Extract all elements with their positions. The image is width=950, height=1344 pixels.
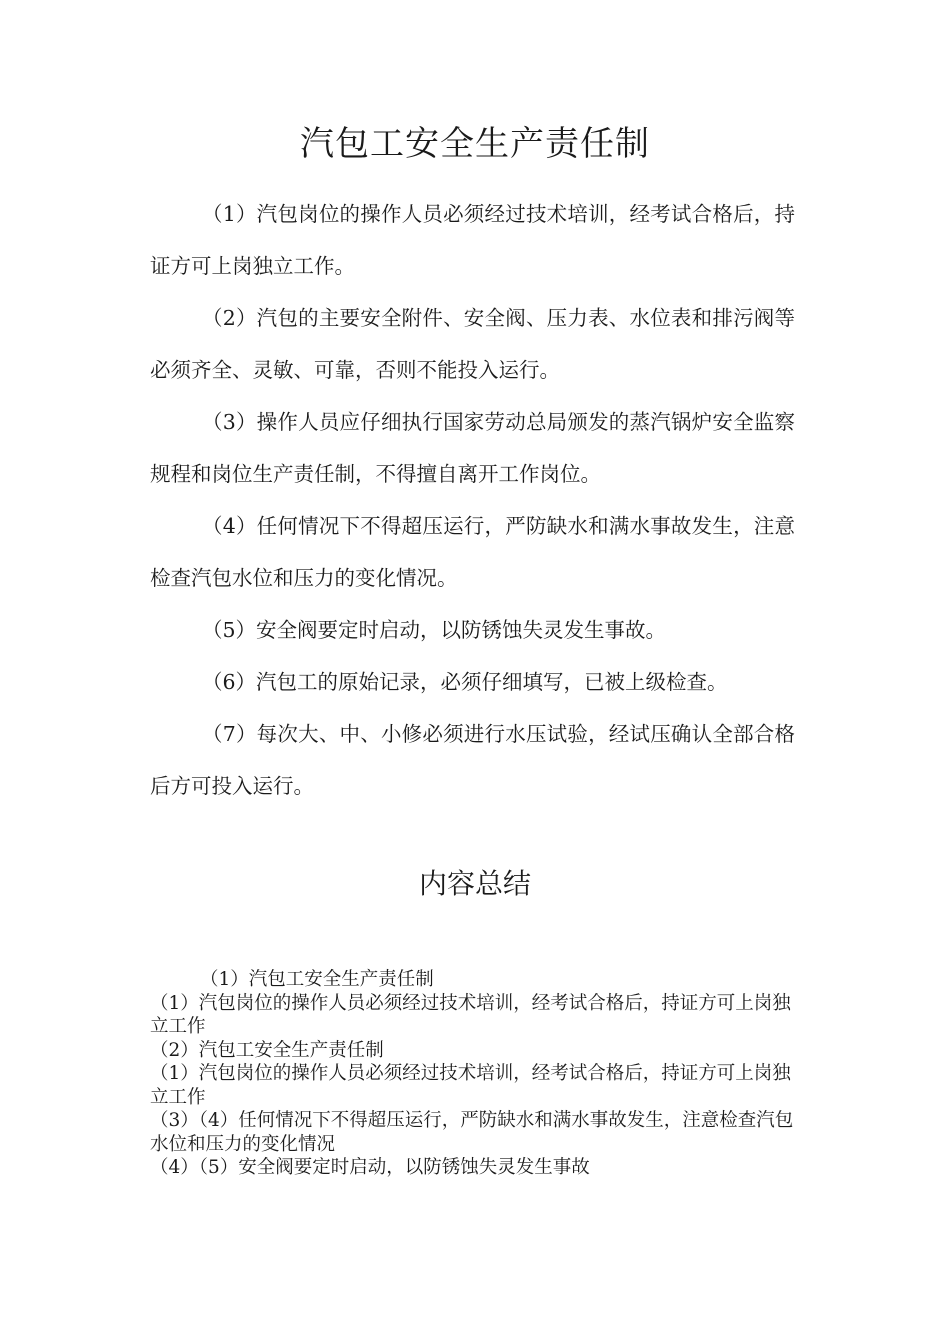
summary-line-2: （1）汽包岗位的操作人员必须经过技术培训，经考试合格后，持证方可上岗独立工作 <box>150 992 791 1037</box>
paragraph-4: （4）任何情况下不得超压运行，严防缺水和满水事故发生，注意检查汽包水位和压力的变化情况。 <box>150 514 795 590</box>
summary-line-6: （4）（5）安全阀要定时启动，以防锈蚀失灵发生事故 <box>150 1157 590 1178</box>
paragraph-5: （5）安全阀要定时启动，以防锈蚀失灵发生事故。 <box>202 618 667 642</box>
paragraph-1: （1）汽包岗位的操作人员必须经过技术培训，经考试合格后，持证方可上岗独立工作。 <box>150 202 795 278</box>
paragraph-6: （6）汽包工的原始记录，必须仔细填写，已被上级检查。 <box>202 670 728 694</box>
summary-body <box>150 968 795 1180</box>
paragraph-2: （2）汽包的主要安全附件、安全阀、压力表、水位表和排污阀等必须齐全、灵敏、可靠，否则不能投入运行。 <box>150 306 795 382</box>
summary-line-5: （3）（4）任何情况下不得超压运行，严防缺水和满水事故发生，注意检查汽包水位和压力的变化情况 <box>150 1110 794 1155</box>
summary-line-1: （1）汽包工安全生产责任制 <box>200 969 434 990</box>
summary-title: 内容总结 <box>418 867 531 900</box>
summary-line-4: （1）汽包岗位的操作人员必须经过技术培训，经考试合格后，持证方可上岗独立工作 <box>150 1063 791 1108</box>
paragraph-3: （3）操作人员应仔细执行国家劳动总局颁发的蒸汽锅炉安全监察规程和岗位生产责任制，不得擅自离开工作岗位。 <box>150 410 795 486</box>
document-body <box>150 188 795 812</box>
document-title: 汽包工安全生产责任制 <box>300 124 650 164</box>
paragraph-7: （7）每次大、中、小修必须进行水压试验，经试压确认全部合格后方可投入运行。 <box>150 722 795 798</box>
summary-line-3: （2）汽包工安全生产责任制 <box>150 1039 384 1061</box>
